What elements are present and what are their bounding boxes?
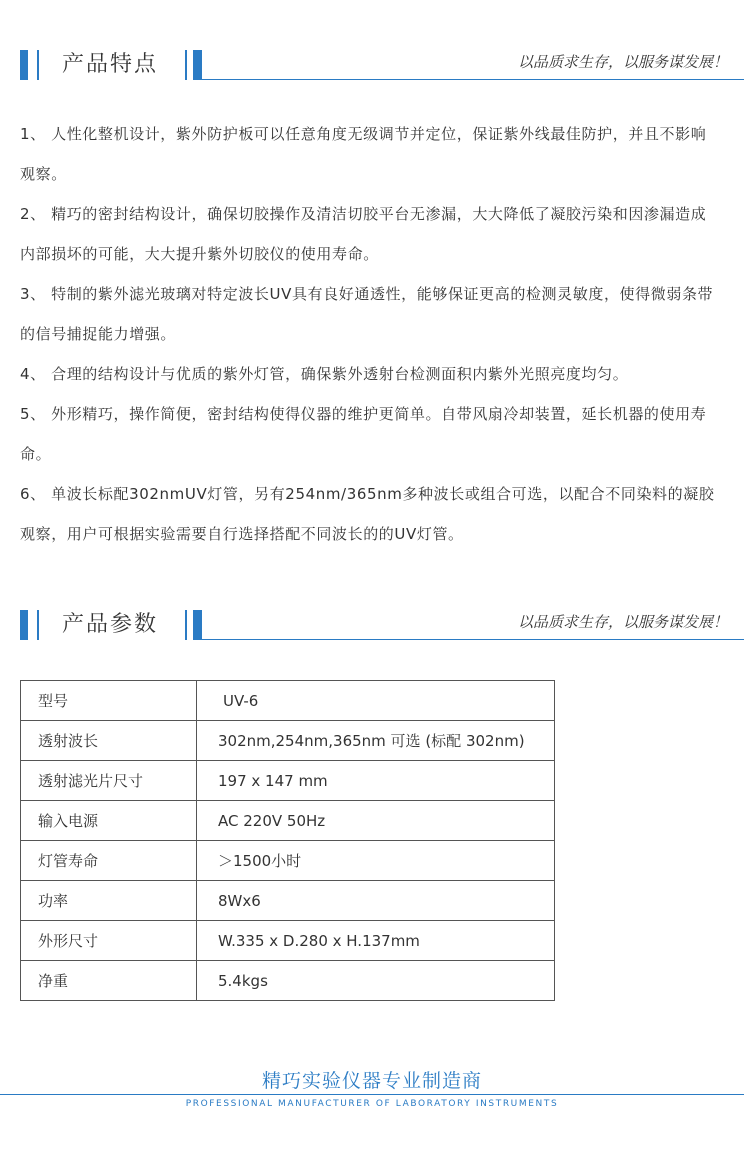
feature-item: 5、 外形精巧，操作简便，密封结构使得仪器的维护更简单。自带风扇冷却装置，延长机器的使用寿命。 <box>20 405 707 463</box>
spec-key: 型号 <box>21 681 197 721</box>
header-bar-decoration <box>37 610 39 640</box>
table-row <box>21 801 555 841</box>
spec-value: 302nm,254nm,365nm 可选 (标配 302nm) <box>197 721 555 761</box>
header-bar-decoration <box>193 50 202 80</box>
params-section-header <box>0 610 744 650</box>
feature-item: 3、 特制的紫外滤光玻璃对特定波长UV具有良好通透性，能够保证更高的检测灵敏度，使得微弱条带的信号捕捉能力增强。 <box>20 285 714 343</box>
section-title: 产品特点 <box>62 52 159 77</box>
table-row <box>21 761 555 801</box>
feature-item: 6、 单波长标配302nmUV灯管，另有254nm/365nm多种波长或组合可选，以配合不同染料的凝胶观察，用户可根据实验需要自行选择搭配不同波长的的UV灯管。 <box>20 485 715 543</box>
spec-key: 输入电源 <box>21 801 197 841</box>
spec-key: 外形尺寸 <box>21 921 197 961</box>
table-row <box>21 921 555 961</box>
spec-key: 透射波长 <box>21 721 197 761</box>
spec-value: 197 x 147 mm <box>197 761 555 801</box>
header-bar-decoration <box>20 50 28 80</box>
header-divider <box>202 639 744 640</box>
spec-key: 功率 <box>21 881 197 921</box>
spec-key: 净重 <box>21 961 197 1001</box>
section-slogan: 以品质求生存，以服务谋发展！ <box>517 613 728 631</box>
section-slogan: 以品质求生存，以服务谋发展！ <box>517 53 728 71</box>
header-bar-decoration <box>37 50 39 80</box>
spec-value: UV-6 <box>197 681 555 721</box>
header-bar-decoration <box>193 610 202 640</box>
spec-value: W.335 x D.280 x H.137mm <box>197 921 555 961</box>
spec-key: 灯管寿命 <box>21 841 197 881</box>
spec-value: 5.4kgs <box>197 961 555 1001</box>
table-row <box>21 961 555 1001</box>
features-list <box>20 114 720 554</box>
header-bar-decoration <box>185 610 187 640</box>
spec-value: 8Wx6 <box>197 881 555 921</box>
feature-item: 1、 人性化整机设计，紫外防护板可以任意角度无级调节并定位，保证紫外线最佳防护，并且不影响观察。 <box>20 125 707 183</box>
header-bar-decoration <box>20 610 28 640</box>
feature-item: 4、 合理的结构设计与优质的紫外灯管，确保紫外透射台检测面积内紫外光照亮度均匀。 <box>20 365 629 383</box>
table-row <box>21 881 555 921</box>
features-section-header <box>0 50 744 90</box>
table-row <box>21 681 555 721</box>
section-title: 产品参数 <box>62 612 159 637</box>
table-row <box>21 721 555 761</box>
spec-key: 透射滤光片尺寸 <box>21 761 197 801</box>
header-bar-decoration <box>185 50 187 80</box>
footer-tagline-en: PROFESSIONAL MANUFACTURER OF LABORATORY INSTRUMENTS <box>185 1099 559 1109</box>
header-divider <box>202 79 744 80</box>
spec-value: AC 220V 50Hz <box>197 801 555 841</box>
spec-table <box>20 680 555 1001</box>
spec-value: ＞1500小时 <box>197 841 555 881</box>
footer-tagline-cn: 精巧实验仪器专业制造商 <box>261 1070 482 1092</box>
footer-divider <box>0 1094 744 1095</box>
table-row <box>21 841 555 881</box>
feature-item: 2、 精巧的密封结构设计，确保切胶操作及清洁切胶平台无渗漏，大大降低了凝胶污染和因渗漏造成内部损坏的可能，大大提升紫外切胶仪的使用寿命。 <box>20 205 707 263</box>
